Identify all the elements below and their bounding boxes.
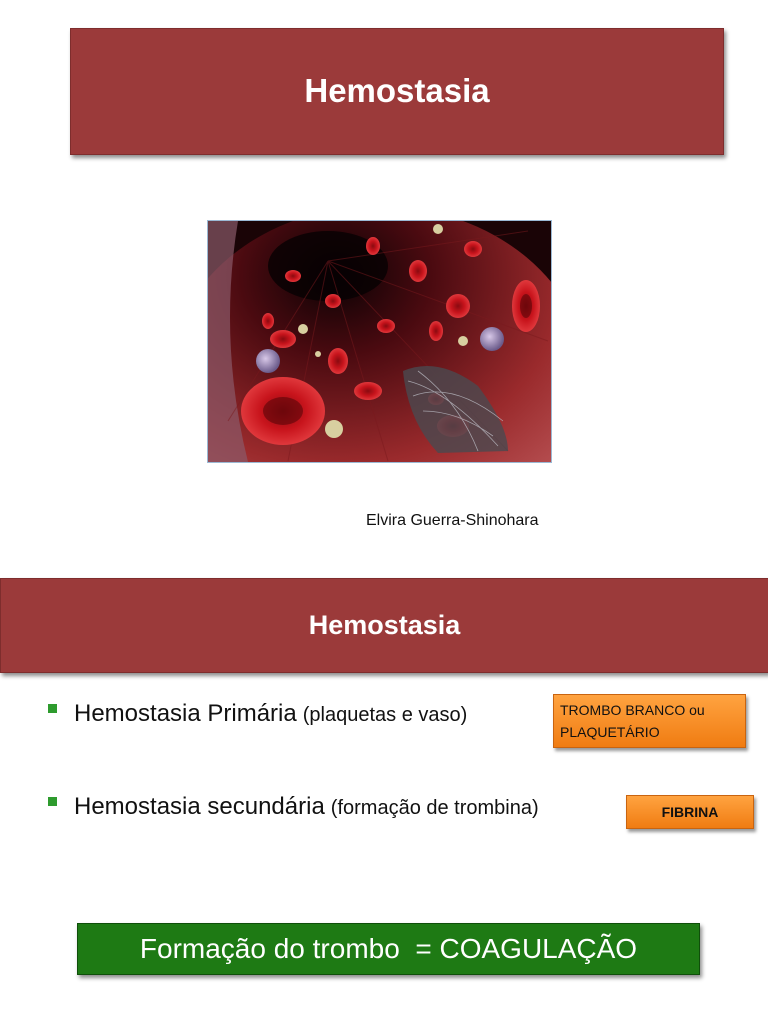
- box-line: PLAQUETÁRIO: [560, 724, 660, 740]
- bullet-main-text: Hemostasia Primária: [74, 700, 297, 727]
- conclusion-box: [77, 923, 700, 975]
- fibrina-box: [626, 795, 754, 829]
- trombo-branco-box: [553, 694, 746, 748]
- box-line: TROMBO BRANCO ou: [560, 702, 705, 718]
- blood-cells-image: [208, 221, 551, 462]
- blood-vessel-illustration: [207, 220, 552, 463]
- slide1-title: Hemostasia: [304, 71, 490, 109]
- bullet-sub-text: (plaquetas e vaso): [302, 704, 468, 726]
- square-bullet-icon: [48, 797, 57, 806]
- bullet-item: [48, 700, 467, 728]
- bullet-item: [48, 793, 539, 821]
- square-bullet-icon: [48, 704, 57, 713]
- slide1-title-banner: [70, 28, 724, 155]
- author-name: Elvira Guerra-Shinohara: [366, 512, 539, 529]
- conclusion-text: Formação do trombo = COAGULAÇÃO: [139, 933, 638, 964]
- box-label: FIBRINA: [661, 804, 719, 820]
- bullet-main-text: Hemostasia secundária: [74, 793, 325, 820]
- slide2-title: Hemostasia: [308, 610, 461, 640]
- slide2-title-banner: [0, 578, 768, 673]
- bullet-sub-text: (formação de trombina): [330, 797, 539, 819]
